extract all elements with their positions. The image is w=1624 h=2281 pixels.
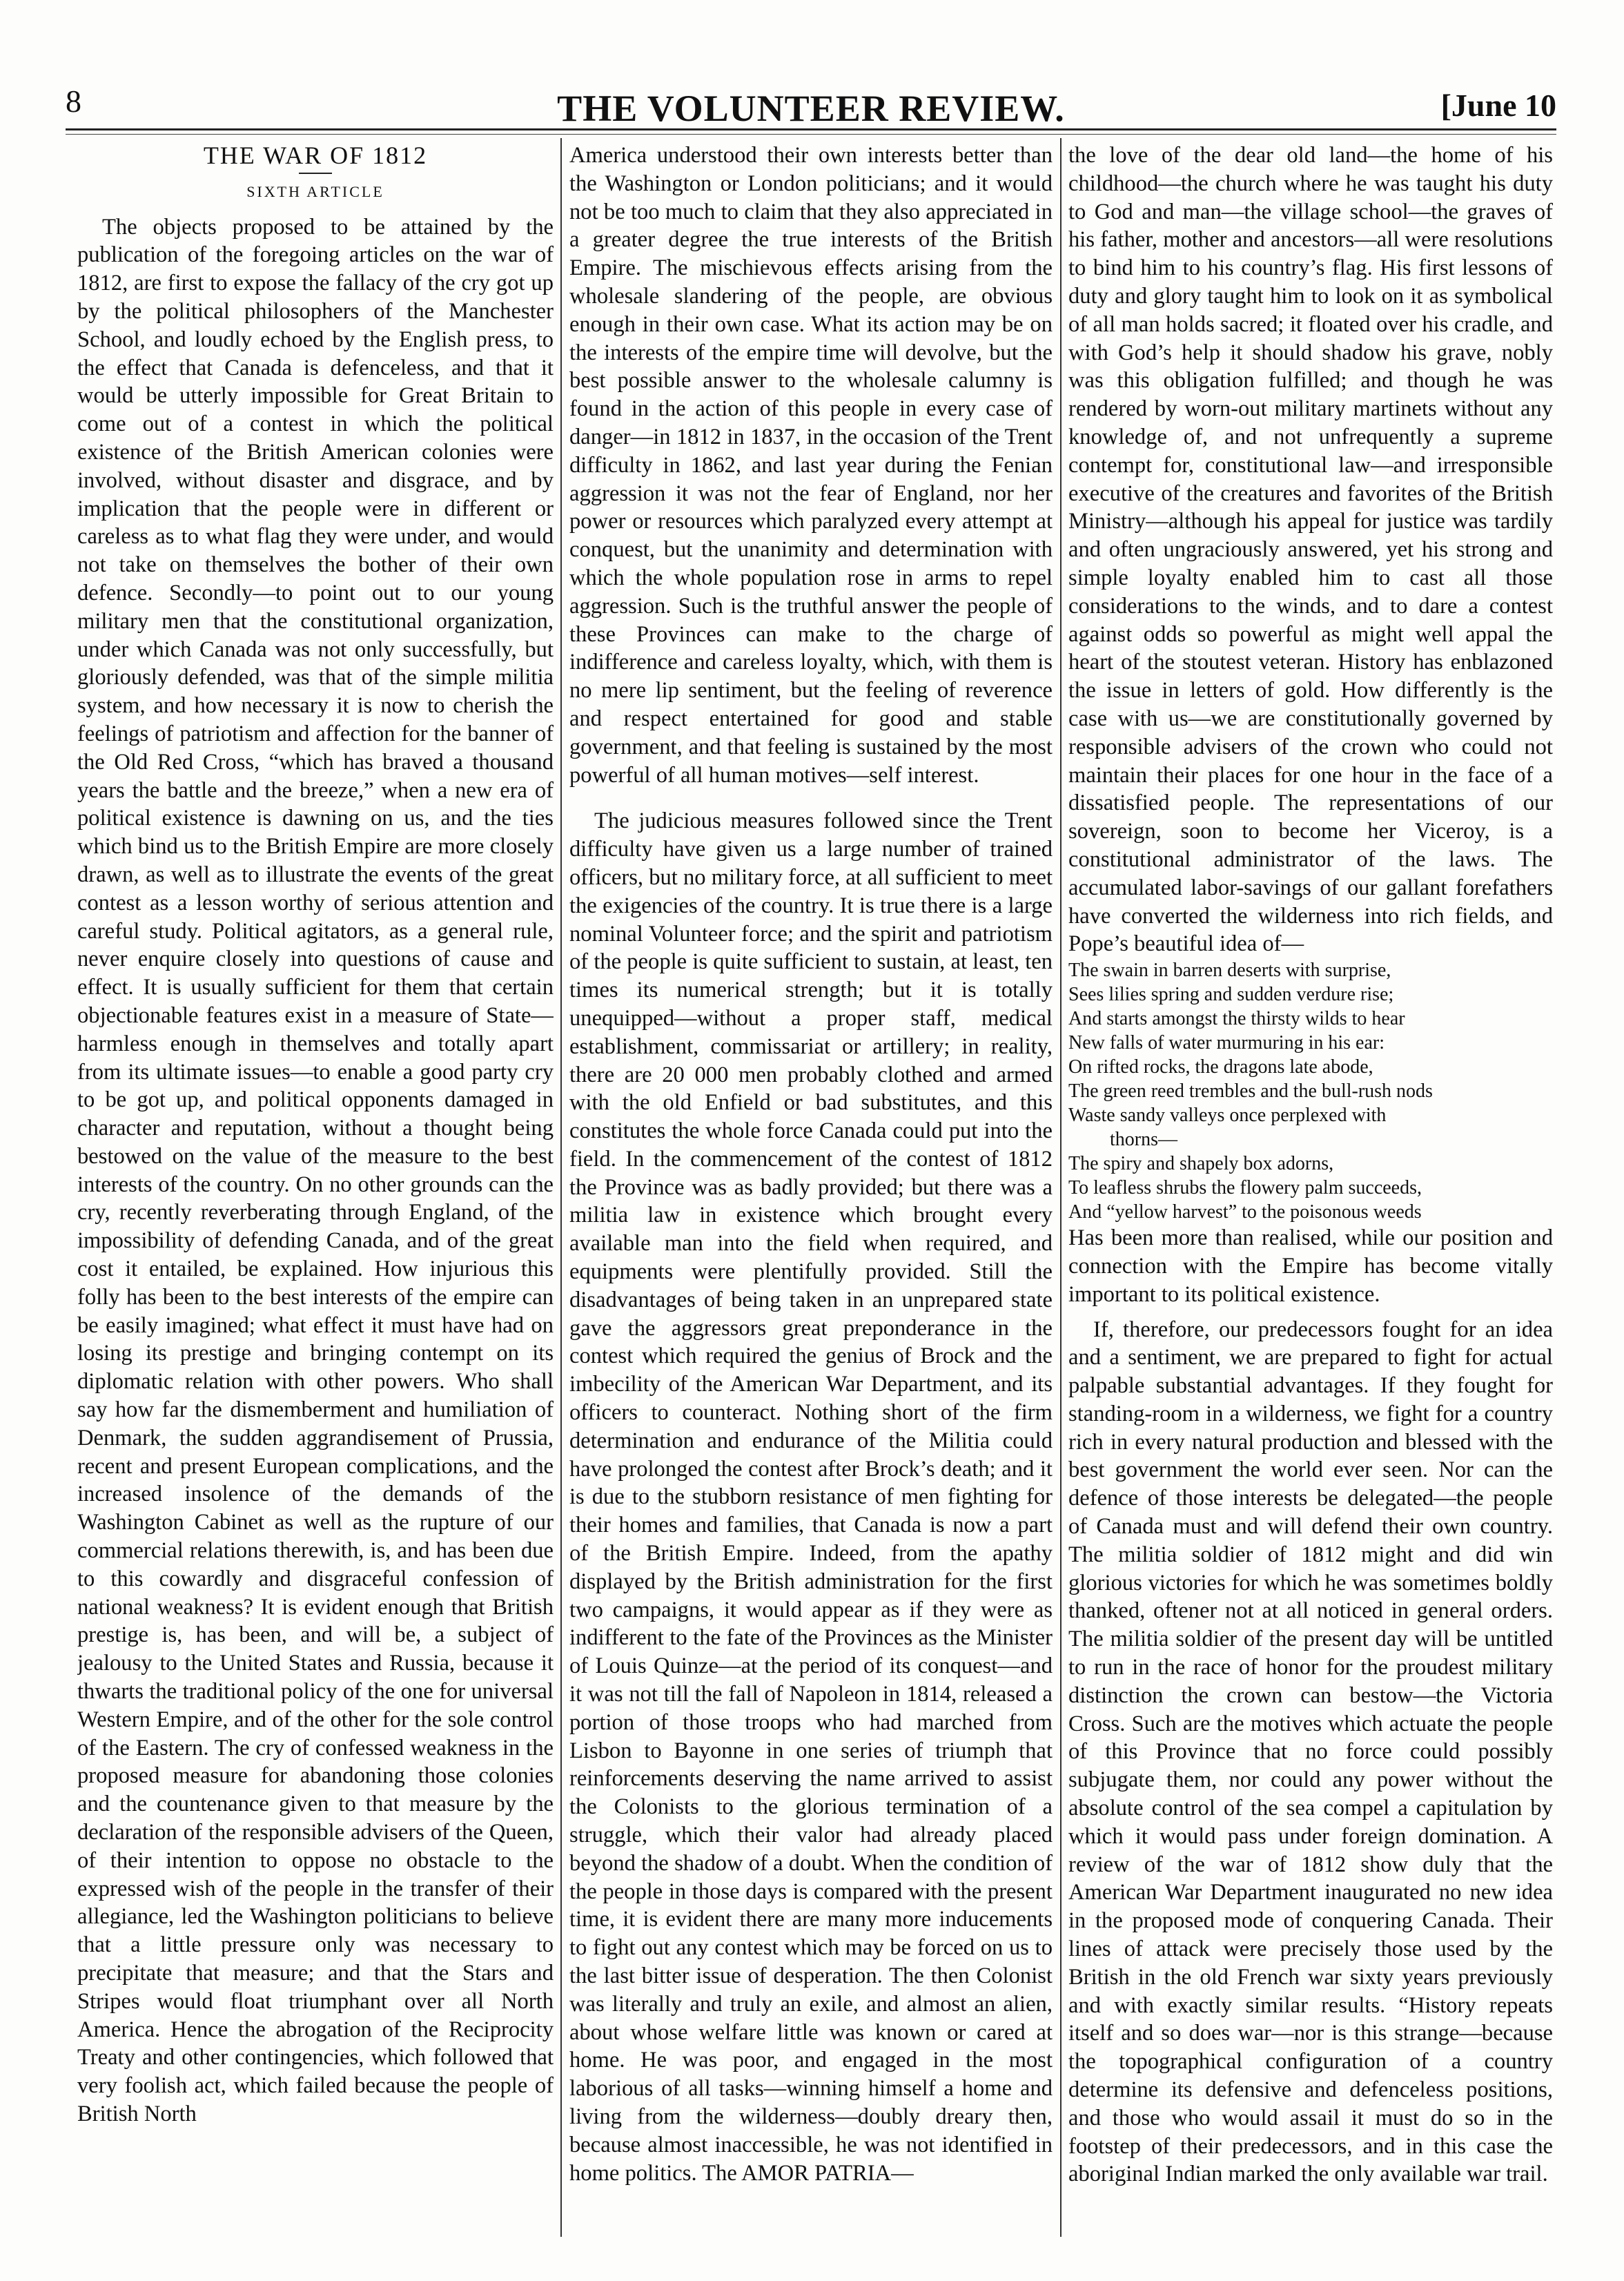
column-1 bbox=[77, 142, 554, 2233]
paragraph: The objects proposed to be attained by the publication of the foregoing articles on the war of 1812, are first to expose the fallacy of the cry got up by the political philosophers of the Manchester School, and loudly echoed by the English press, to the effect that Canada is defenceless, and that it would be utterly impossible for Great Britain to come out of a contest in which the political existence of the British American colonies were involved, without disaster and disgrace, and by implication that the people were in different or careless as to what flag they were under, and would not take on themselves the bother of their own defence. Secondly—to point out to our young military men that the constitutional organization, under which Canada was not only successfully, but gloriously defended, was that of the simple militia system, and how necessary it is now to cherish the feelings of patriotism and affection for the banner of the Old Red Cross, “which has braved a thousand years the battle and the breeze,” when a new era of political existence is dawning on us, and the ties which bind us to the British Empire are more closely drawn, as well as to illustrate the events of the great contest as a lesson worthy of serious attention and careful study. Political agitators, as a general rule, never enquire closely into questions of cause and effect. It is usually sufficient for them that certain objectionable features exist in a measure of State—harmless enough in themselves and totally apart from its ultimate issues—to enable a good party cry to be got up, and political opponents damaged in character and reputation, without a thought being bestowed on the value of the measure to the best interests of the country. On no other grounds can the cry, recently reverberating through England, of the impossibility of defending Canada, and of the great cost it entailed, be explained. How injurious this folly has been to the best interests of the empire can be easily imagined; what effect it must have had on losing its prestige and bringing contempt on its diplomatic relation with other powers. Who shall say how far the dismemberment and humiliation of Denmark, the sudden aggrandisement of Prussia, recent and present European complications, and the increased insolence of the demands of the Washington Cabinet as well as the rupture of our commercial relations therewith, is, and has been due to this cowardly and disgraceful confession of national weakness? It is evident enough that British prestige is, has been, and will be, a subject of jealousy to the United States and Russia, because it thwarts the traditional policy of the one for universal Western Empire, and of the other for the sole control of the Eastern. The cry of confessed weakness in the proposed measure for abandoning those colonies and the countenance given to that measure by the declaration of the responsible advisers of the Queen, of their intention to oppose no obstacle to the expressed wish of the people in the transfer of their allegiance, led the Washington politicians to believe that a little pressure only was necessary to precipitate that measure; and that the Stars and Stripes would float triumphant over all North America. Hence the abrogation of the Reciprocity Treaty and other contingencies, which followed that very foolish act, which failed because the people of British North bbox=[77, 214, 554, 2126]
paragraph: If, therefore, our predecessors fought for an idea and a sentiment, we are prepared to fight for actual palpable substantial advantages. If they fought for standing-room in a wilderness, we fight for a country rich in every natural production and blessed with the best government the world ever seen. Nor can the defence of those interests be delegated—the people of Canada must and will defend their own country. The militia soldier of 1812 might and did win glorious victories for which he was sometimes boldly thanked, oftener not at all noticed in general orders. The militia soldier of the present day will be untitled to run in the race of honor for the proudest military distinction the crown can bestow—the Victoria Cross. Such are the motives which actuate the people of this Province that no force could possibly subjugate them, nor could any power without the absolute control of the sea compel a capitulation by which it would pass under foreign domination. A review of the war of 1812 show duly that the American War Department inaugurated no new idea in the proposed mode of conquering Canada. Their lines of attack were precisely those used by the British in the old French war sixty years previously and with exactly similar results. “History repeats itself and so does war—nor is this strange—because the topographical configuration of a country determine its defensive and defenceless positions, and those who would assail it must do so in the footstep of their predecessors, and in this case the aboriginal Indian marked the only available war trail. bbox=[1068, 1317, 1553, 2187]
poem-line: Waste sandy valleys once perplexed with bbox=[1068, 1105, 1387, 1127]
poem-line: The green reed trembles and the bull-rush nods bbox=[1068, 1080, 1433, 1103]
page-number: 8 bbox=[66, 84, 81, 119]
paragraph: Has been more than realised, while our position and connection with the Empire has become vitally important to its political existence. bbox=[1068, 1225, 1553, 1307]
column-2 bbox=[569, 142, 1053, 2233]
paragraph: the love of the dear old land—the home of his childhood—the church where he was taught his duty to God and man—the village school—the graves of his father, mother and ancestors—all were resolutions to bind him to his country’s flag. His first lessons of duty and glory taught him to look on it as symbolical of all man holds sacred; it floated over his cradle, and with God’s help it should shadow his grave, nobly was this obligation fulfilled; and though he was rendered by worn-out military martinets without any knowledge of, and not unfrequently a supreme contempt for, constitutional law—and irresponsible executive of the creatures and favorites of the British Ministry—although his appeal for justice was tardily and often ungraciously answered, yet his strong and simple loyalty enabled him to cast all those considerations to the winds, and to dare a contest against odds so powerful as might well appal the heart of the stoutest veteran. History has enblazoned the issue in letters of gold. How differently is the case with us—we are constitutionally governed by responsible advisers of the crown who could not maintain their places for one hour in the face of a dissatisfied people. The representations of our sovereign, soon to become her Viceroy, is a constitutional administrator of the laws. The accumulated labor-savings of our gallant forefathers have converted the wilderness into rich fields, and Pope’s beautiful idea of— bbox=[1068, 143, 1553, 957]
header-rule bbox=[66, 128, 1556, 130]
poem-line: And starts amongst the thirsty wilds to hear bbox=[1068, 1008, 1405, 1030]
article-subtitle: SIXTH ARTICLE bbox=[246, 182, 384, 200]
poem-line: The spiry and shapely box adorns, bbox=[1068, 1153, 1334, 1175]
paragraph: The judicious measures followed since the Trent difficulty have given us a large number of trained officers, but no military force, at all sufficient to meet the exigencies of the country. It is true there is a large nominal Volunteer force; and the spirit and patriotism of the people is quite sufficient to sustain, at least, ten times its numerical strength; but it is totally unequipped—without a proper staff, medical establishment, commissariat or artillery; in reality, there are 20 000 men probably clothed and armed with the old Enfield or bad substitutes, and this constitutes the whole force Canada could put into the field. In the commencement of the contest of 1812 the Province was as badly provided; but there was a militia law in existence which brought every available man into the field when required, and equipments were plentifully provided. Still the disadvantages of being taken in an unprepared state gave the aggressors great preponderance in the contest which required the genius of Brock and the imbecility of the American War Department, and its officers to counteract. Nothing short of the firm determination and endurance of the Militia could have prolonged the contest after Brock’s death; and it is due to the stubborn resistance of men fighting for their homes and families, that Canada is now a part of the British Empire. Indeed, from the apathy displayed by the British administration for the first two campaigns, it would appear as if they were as indifferent to the fate of the Provinces as the Minister of Louis Quinze—at the period of its conquest—and it was not till the fall of Napoleon in 1814, released a portion of those troops who had marched from Lisbon to Bayonne in one series of triumph that reinforcements deserving the name arrived to assist the Colonists to the glorious termination of a struggle, which their valor had already placed beyond the shadow of a doubt. When the condition of the people in those days is compared with the present time, it is evident there are many more inducements to fight out any contest which may be forced on us to the last bitter issue of desperation. The then Colonist was literally and truly an exile, and almost an alien, about whose welfare little was known or cared at home. He was poor, and engaged in the most laborious of all tasks—winning himself a home and living from the wilderness—doubly dreary then, because almost inaccessible, he was not identified in home politics. The AMOR PATRIA— bbox=[569, 808, 1053, 2186]
column-3 bbox=[1068, 142, 1553, 2233]
poem-line: thorns— bbox=[1110, 1129, 1177, 1151]
poem-line: And “yellow harvest” to the poisonous weeds bbox=[1068, 1201, 1422, 1223]
poem-line: To leafless shrubs the flowery palm succeeds, bbox=[1068, 1177, 1422, 1199]
column-divider-2 bbox=[1060, 138, 1062, 2237]
poem-line: The swain in barren deserts with surprise, bbox=[1068, 960, 1391, 982]
poem-line: Sees lilies spring and sudden verdure rise; bbox=[1068, 984, 1394, 1006]
poem-line: New falls of water murmuring in his ear: bbox=[1068, 1032, 1385, 1054]
title-dash bbox=[299, 173, 332, 174]
article-title: THE WAR OF 1812 bbox=[203, 142, 428, 169]
column-divider-1 bbox=[560, 138, 562, 2237]
header-rule-thin bbox=[66, 134, 1556, 135]
poem-quotation bbox=[1068, 958, 1553, 1224]
paragraph: America understood their own interests better than the Washington or London politicians; and it would not be too much to claim that they also appreciated in a greater degree the true interests of the British Empire. The mischievous effects arising from the wholesale slandering of the people, are obvious enough in their own case. What its action may be on the interests of the empire time will devolve, but the best possible answer to the wholesale calumny is found in the action of this people in every case of danger—in 1812 in 1837, in the occasion of the Trent difficulty in 1862, and last year during the Fenian aggression it was not the fear of England, nor her power or resources which paralyzed every attempt at conquest, but the unanimity and determination with which the whole population rose in arms to repel aggression. Such is the truthful answer the people of these Provinces can make to the charge of indifference and careless loyalty, which, with them is no mere lip sentiment, but the feeling of reverence and respect entertained for good and stable government, and that feeling is sustained by the most powerful of all human motives—self interest. bbox=[569, 143, 1053, 788]
publication-title: THE VOLUNTEER REVIEW. bbox=[557, 88, 1065, 129]
poem-line: On rifted rocks, the dragons late abode, bbox=[1068, 1056, 1373, 1078]
issue-date: [June 10 bbox=[1440, 88, 1556, 123]
